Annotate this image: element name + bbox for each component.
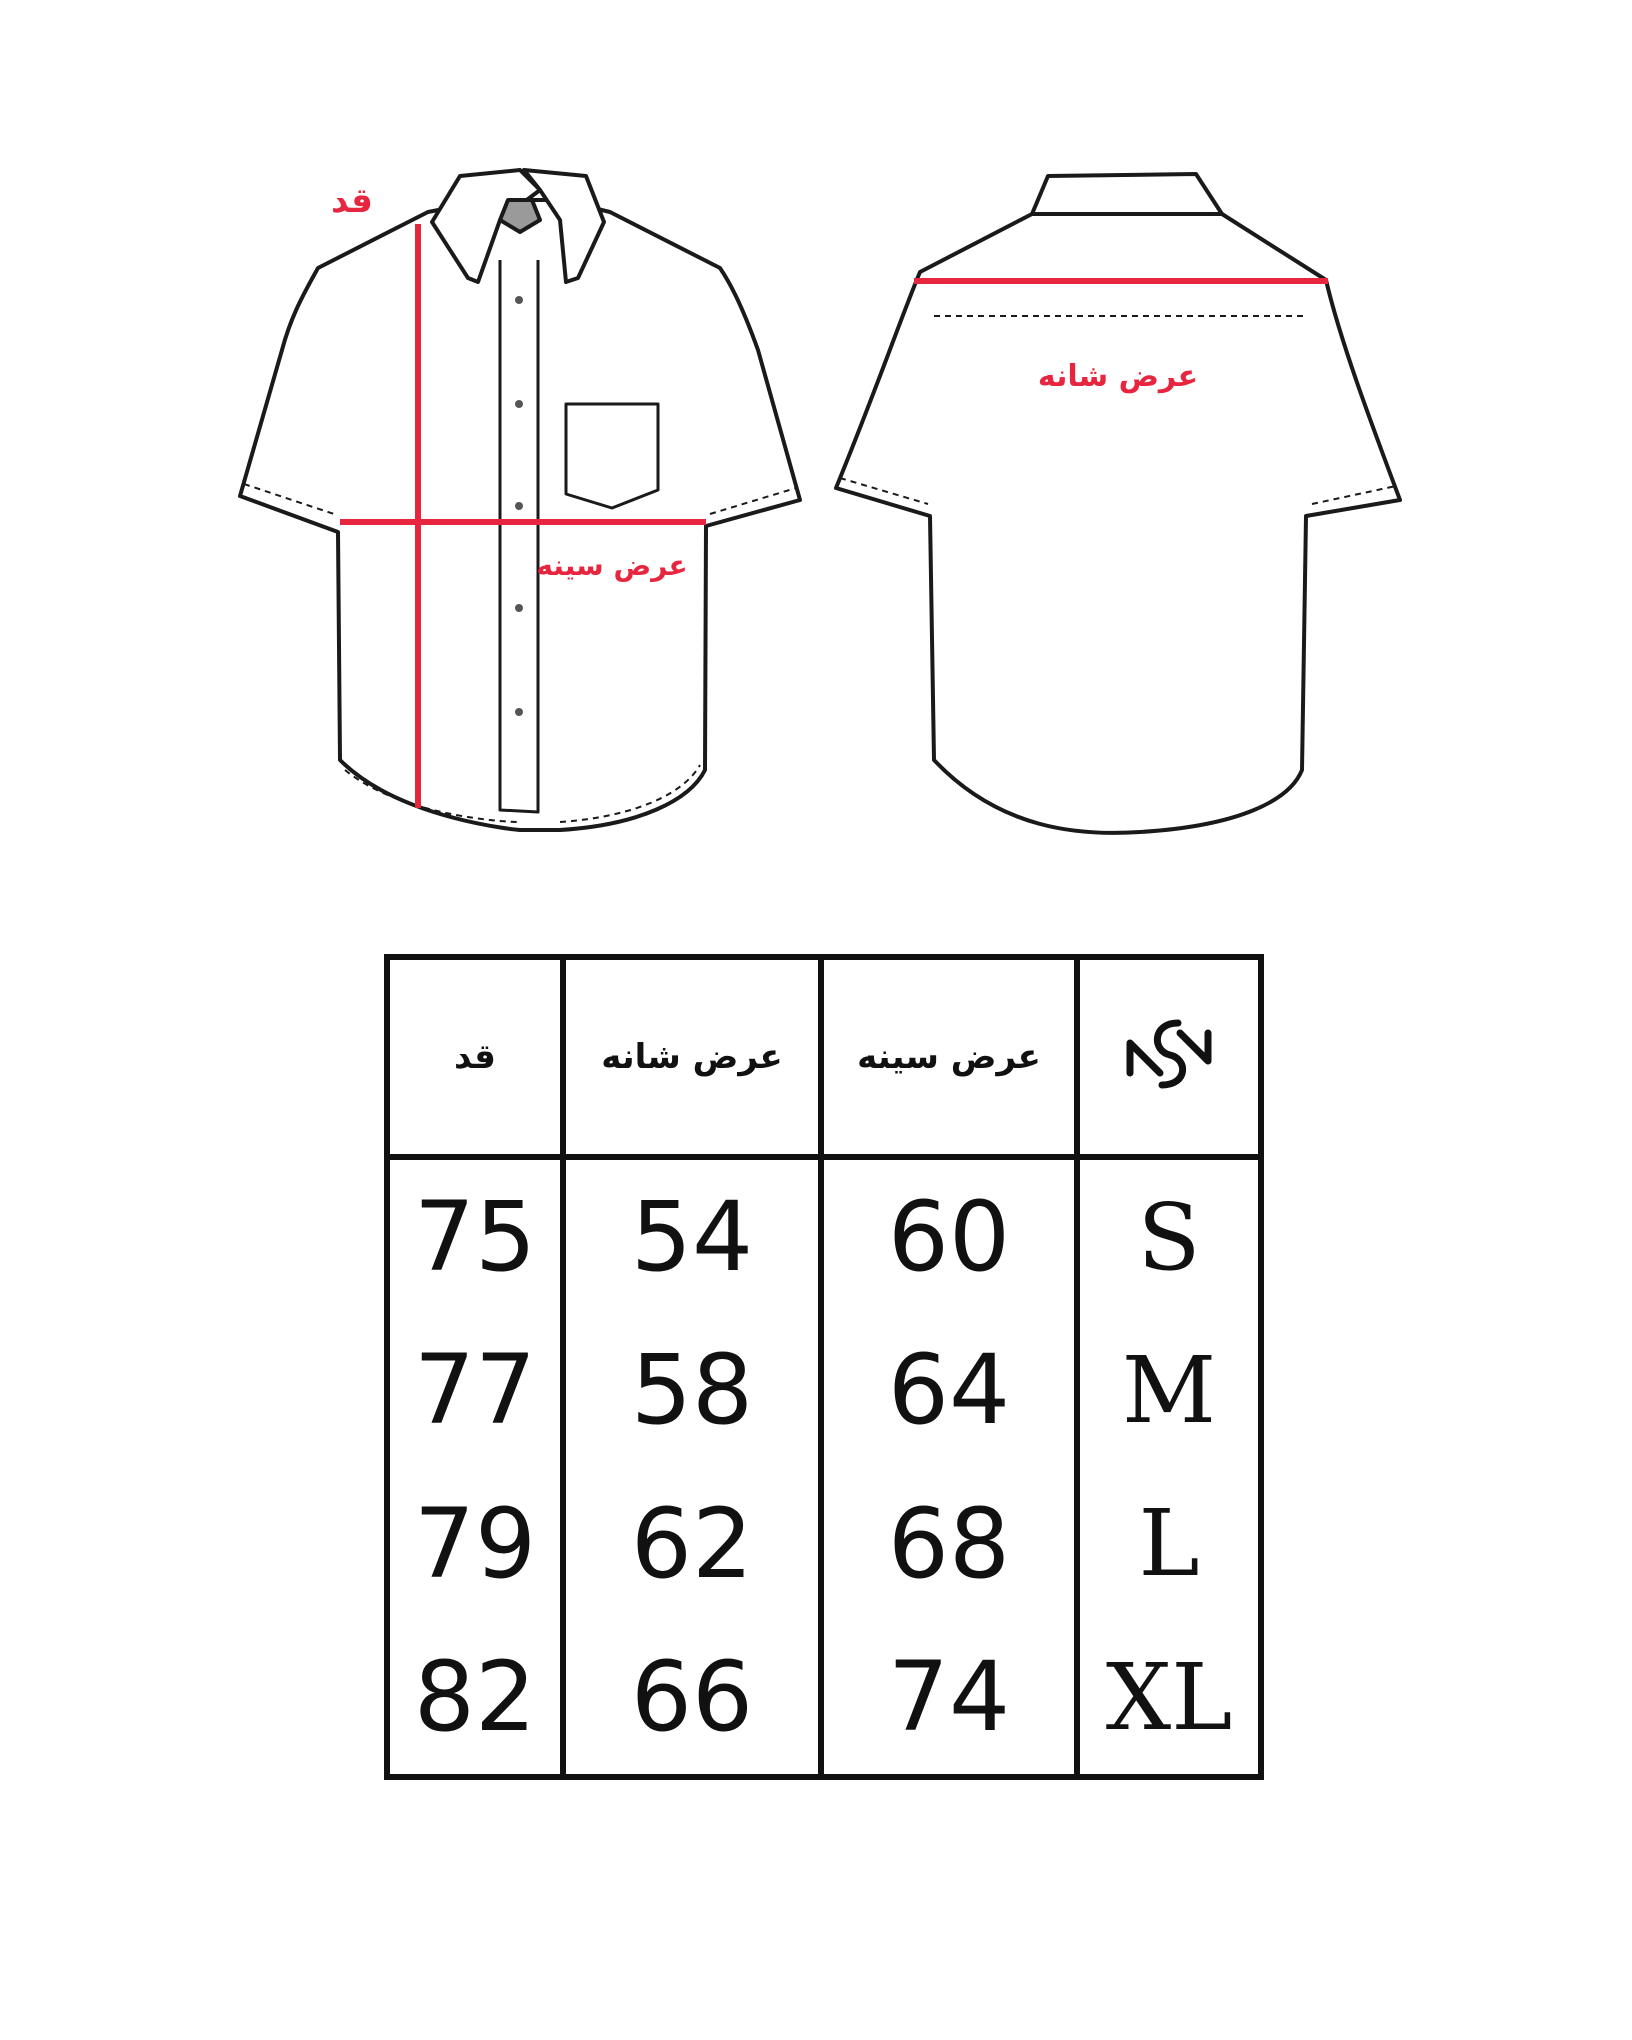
size-cell: M: [1077, 1314, 1261, 1467]
header-logo-cell: [1077, 957, 1261, 1157]
length-cell: 77: [387, 1314, 563, 1467]
front-shirt-drawing: [240, 170, 800, 830]
length-cell: 75: [387, 1157, 563, 1313]
size-table: [384, 954, 1264, 1780]
shoulder-cell: 58: [563, 1314, 821, 1467]
table-row: [387, 1467, 1261, 1620]
shoulder-cell: 66: [563, 1621, 821, 1777]
length-cell: 79: [387, 1467, 563, 1620]
size-chart: [384, 954, 1258, 1780]
chest-cell: 64: [821, 1314, 1077, 1467]
size-cell: XL: [1077, 1621, 1261, 1777]
size-cell: S: [1077, 1157, 1261, 1313]
length-cell: 82: [387, 1621, 563, 1777]
back-shirt-drawing: [836, 174, 1400, 833]
chest-cell: 74: [821, 1621, 1077, 1777]
shoulder-label: عرض شانه: [1037, 359, 1199, 394]
brand-monogram-icon: [1122, 1003, 1216, 1103]
table-row: [387, 1157, 1261, 1313]
header-chest-width: عرض سینه: [821, 957, 1077, 1157]
chest-cell: 60: [821, 1157, 1077, 1313]
chest-cell: 68: [821, 1467, 1077, 1620]
table-row: [387, 1621, 1261, 1777]
shirt-measurement-diagram: [0, 0, 1632, 880]
header-shoulder-width: عرض شانه: [563, 957, 821, 1157]
table-row: [387, 1314, 1261, 1467]
length-label: قد: [331, 181, 373, 221]
size-cell: L: [1077, 1467, 1261, 1620]
shoulder-cell: 54: [563, 1157, 821, 1313]
chest-label: عرض سینه: [536, 549, 688, 582]
header-length: قد: [387, 957, 563, 1157]
shoulder-cell: 62: [563, 1467, 821, 1620]
table-header-row: [387, 957, 1261, 1157]
